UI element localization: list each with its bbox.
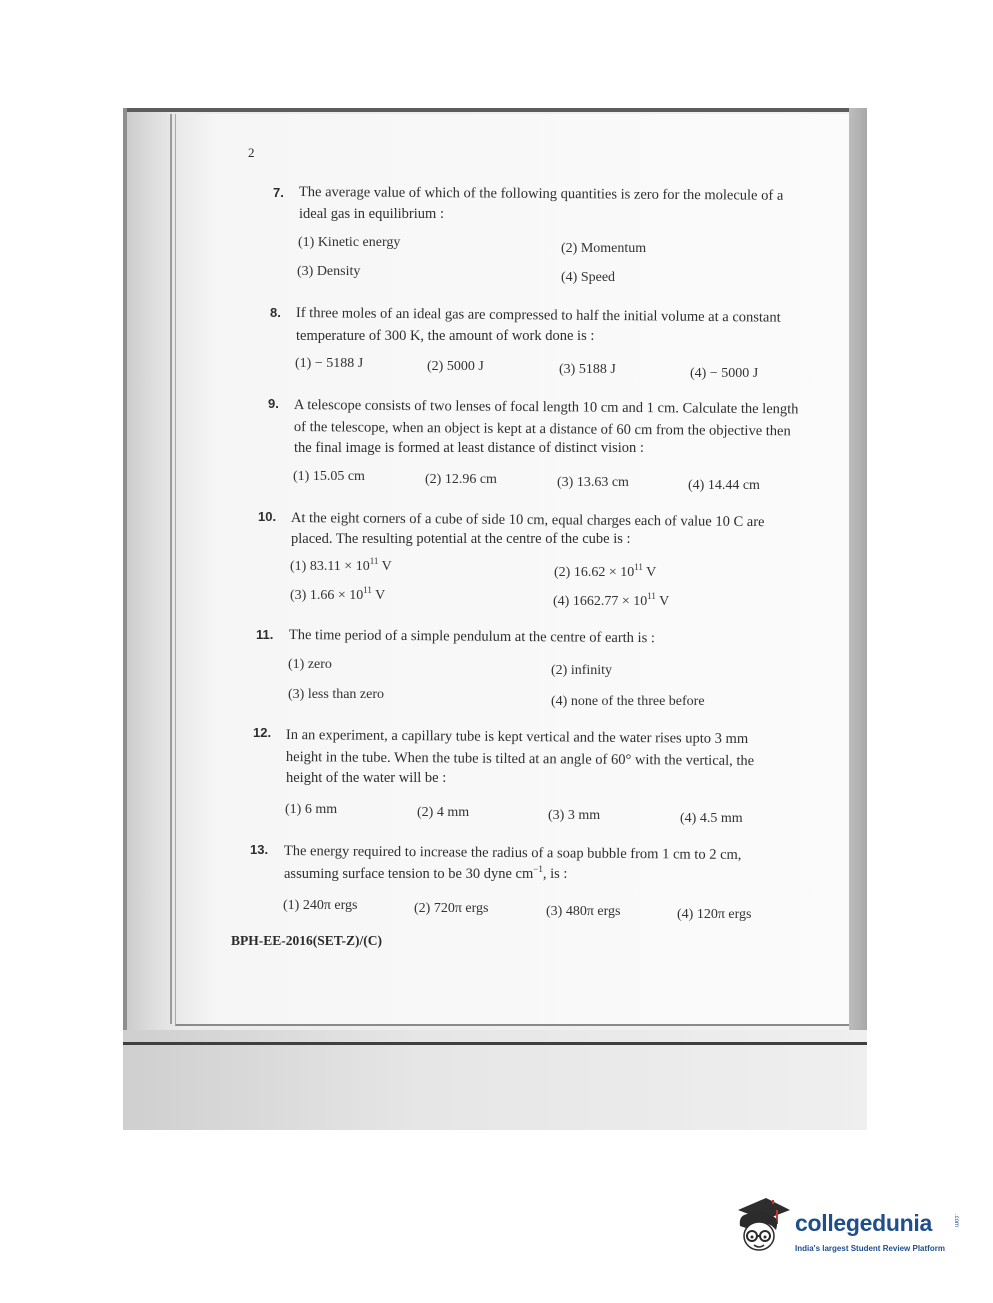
option: (1) zero — [288, 657, 332, 672]
paper-code: BPH-EE-2016(SET-Z)/(C) — [231, 933, 383, 948]
option-text: (4) 1662.77 × 10 — [553, 594, 648, 609]
option: (1) Kinetic energy — [298, 235, 401, 250]
question-text: placed. The resulting potential at the centre of the cube is : — [291, 531, 631, 547]
scan-top-edge — [123, 108, 867, 112]
option: (3) less than zero — [288, 687, 385, 702]
question-text: ideal gas in equilibrium : — [299, 206, 444, 222]
option: (3) 3 mm — [548, 808, 601, 823]
page-number: 2 — [248, 145, 255, 160]
option-text: (3) 1.66 × 10 — [290, 588, 364, 603]
option — [290, 556, 392, 575]
option: (3) 5188 J — [559, 362, 616, 377]
logo-domain-suffix: .com — [953, 1214, 959, 1228]
question-text: The energy required to increase the radius of a soap bubble from 1 cm to 2 cm, — [283, 843, 742, 863]
exponent: −1 — [533, 864, 543, 874]
option: (4) Speed — [561, 270, 616, 285]
option: (4) 4.5 mm — [680, 811, 743, 826]
scan-right-shadow — [849, 108, 867, 1130]
option: (2) 720π ergs — [414, 901, 489, 916]
option — [554, 562, 657, 581]
option-text: (2) 16.62 × 10 — [554, 565, 635, 580]
question-text: The time period of a simple pendulum at the centre of earth is : — [288, 627, 656, 647]
question-text: of the telescope, when an object is kept at a distance of 60 cm from the objective then — [293, 419, 791, 440]
option: (4) none of the three before — [551, 694, 705, 709]
option — [290, 585, 386, 604]
option-unit: V — [655, 594, 670, 609]
option: (1) 240π ergs — [283, 898, 358, 913]
question-number: 13. — [250, 842, 269, 857]
question-number: 10. — [258, 509, 277, 524]
option: (4) 14.44 cm — [688, 478, 760, 493]
question-text: the final image is formed at least distance of distinct vision : — [294, 440, 644, 456]
option: (3) 13.63 cm — [557, 475, 629, 490]
question-number: 12. — [253, 725, 272, 740]
mascot-icon — [732, 1196, 794, 1262]
collegedunia-logo[interactable] — [732, 1196, 962, 1266]
option: (2) 5000 J — [427, 359, 484, 374]
option: (4) 120π ergs — [677, 907, 752, 922]
scanned-page — [123, 108, 867, 1130]
question-text: height of the water will be : — [286, 770, 447, 786]
option: (1) 6 mm — [285, 802, 338, 817]
option: (2) 4 mm — [417, 805, 470, 820]
option: (1) − 5188 J — [295, 356, 364, 371]
question-text: At the eight corners of a cube of side 10 cm, equal charges each of value 10 C are — [290, 510, 765, 531]
question-text: In an experiment, a capillary tube is kept vertical and the water rises upto 3 mm — [285, 727, 749, 748]
option: (3) Density — [297, 264, 361, 279]
sheet-fold-edge — [170, 114, 172, 1024]
question-text: temperature of 300 K, the amount of work done is : — [296, 328, 595, 344]
question-number: 8. — [270, 305, 281, 320]
question-paper-sheet — [175, 114, 850, 1026]
option-exponent: 11 — [363, 585, 372, 595]
option-text: (1) 83.11 × 10 — [290, 559, 370, 574]
option: (3) 480π ergs — [546, 904, 621, 919]
question-text: height in the tube. When the tube is tilted at an angle of 60° with the vertical, the — [285, 749, 755, 770]
option-unit: V — [642, 565, 657, 580]
option-unit: V — [371, 588, 386, 603]
option-unit: V — [378, 559, 392, 574]
option: (2) infinity — [551, 663, 613, 678]
option: (1) 15.05 cm — [293, 469, 365, 484]
question-text: The average value of which of the following quantities is zero for the molecule of a — [298, 184, 784, 204]
question-text: If three moles of an ideal gas are compressed to half the initial volume at a constant — [295, 305, 781, 326]
question-text-part: , is : — [542, 866, 568, 882]
logo-wordmark: collegedunia — [795, 1210, 932, 1236]
option: (2) 12.96 cm — [425, 472, 497, 487]
question-number: 7. — [273, 185, 284, 200]
question-text-part: assuming surface tension to be 30 dyne cm — [284, 866, 534, 882]
option: (2) Momentum — [561, 241, 647, 256]
question-text — [284, 866, 567, 883]
question-text: A telescope consists of two lenses of focal length 10 cm and 1 cm. Calculate the length — [293, 397, 799, 418]
scan-bottom-line — [123, 1042, 867, 1045]
question-number: 11. — [256, 627, 274, 642]
option-exponent: 11 — [634, 562, 643, 572]
question-number: 9. — [268, 396, 279, 411]
option: (4) − 5000 J — [690, 366, 759, 381]
logo-tagline: India's largest Student Review Platform — [795, 1244, 945, 1253]
option-exponent: 11 — [369, 556, 379, 566]
scan-bottom-shadow — [123, 1030, 867, 1130]
option-exponent: 11 — [647, 591, 656, 601]
scan-left-edge — [123, 108, 127, 1130]
option — [553, 591, 670, 610]
